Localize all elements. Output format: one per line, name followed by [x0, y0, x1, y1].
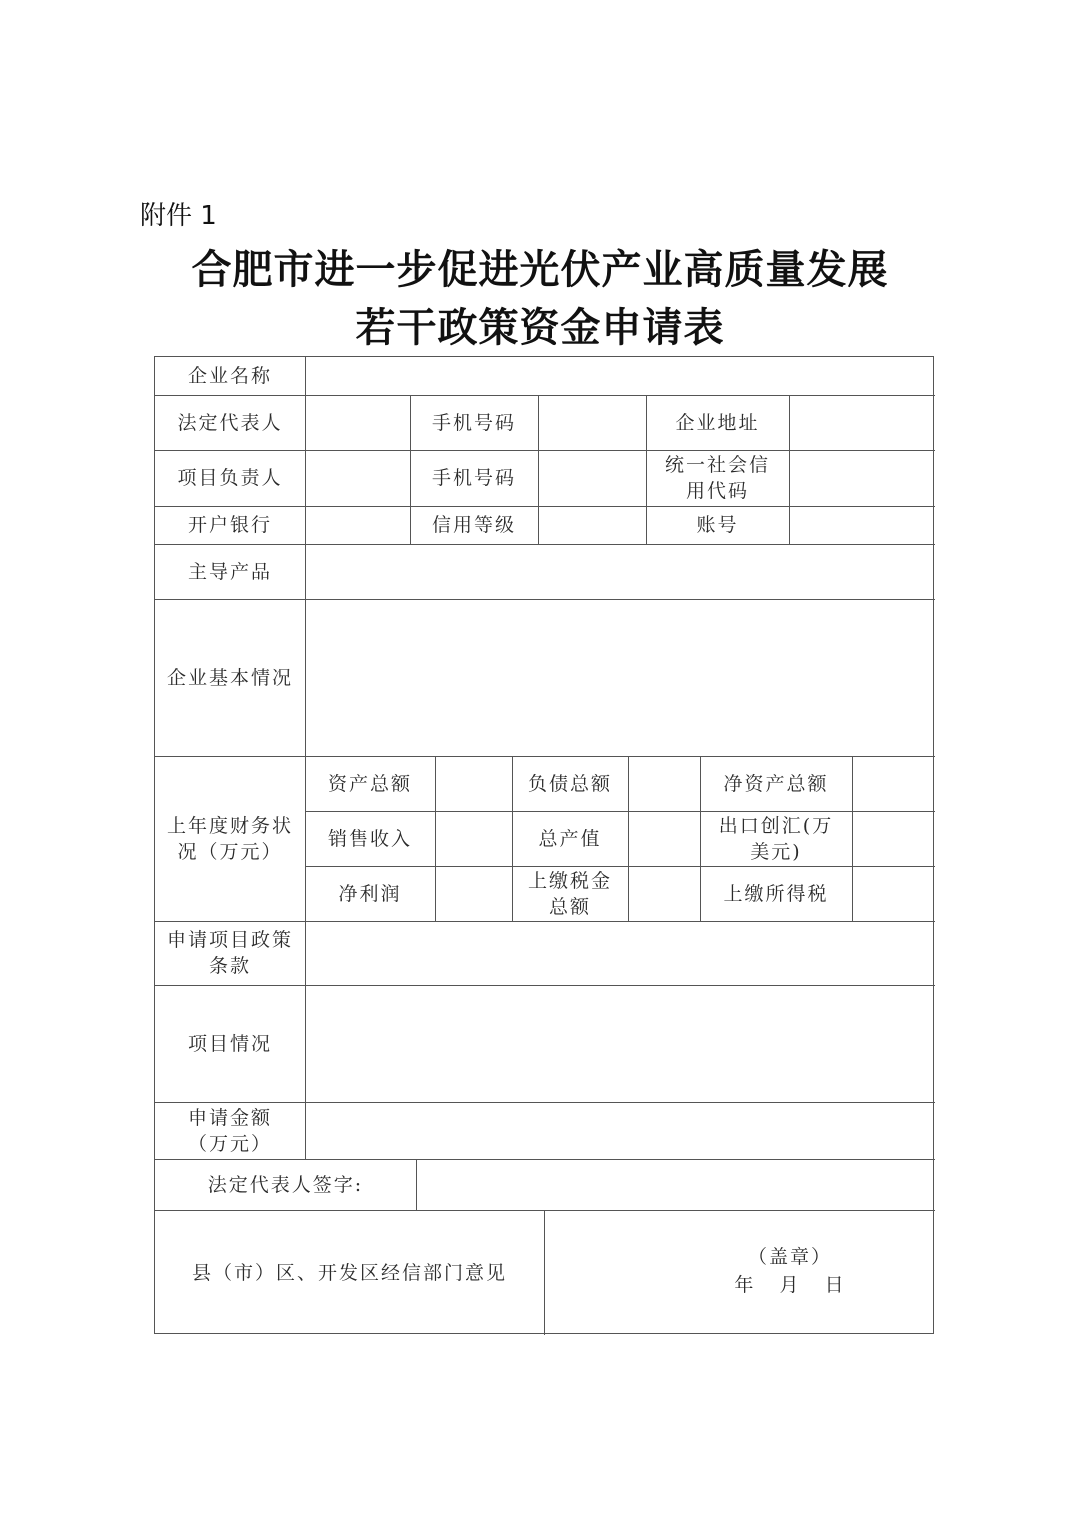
field-credit-rating[interactable]	[538, 506, 646, 544]
label-mobile-1: 手机号码	[431, 411, 516, 434]
label-amount-requested: 申请金额（万元）	[187, 1106, 272, 1155]
field-export-earnings[interactable]	[852, 811, 935, 866]
label-legal-representative: 法定代表人	[177, 411, 283, 434]
label-sales-revenue: 销售收入	[327, 827, 412, 850]
field-mobile-1[interactable]	[538, 395, 646, 450]
field-credit-code[interactable]	[789, 450, 935, 506]
label-income-tax-paid: 上缴所得税	[723, 882, 829, 905]
field-total-assets[interactable]	[435, 756, 512, 811]
label-legal-rep-signature: 法定代表人签字:	[207, 1173, 364, 1196]
label-credit-rating: 信用等级	[431, 514, 516, 536]
label-net-profit: 净利润	[338, 882, 402, 905]
label-company-address: 企业地址	[675, 411, 760, 434]
label-export-earnings: 出口创汇(万美元)	[718, 814, 834, 863]
label-company-name: 企业名称	[187, 365, 272, 387]
field-bank[interactable]	[305, 506, 410, 544]
title-line-2: 若干政策资金申请表	[355, 304, 725, 351]
field-main-product[interactable]	[305, 544, 935, 599]
date-label: 年 月 日	[734, 1274, 846, 1296]
field-company-basic-info[interactable]	[305, 599, 935, 756]
field-net-assets[interactable]	[852, 756, 935, 811]
field-legal-rep-signature[interactable]	[416, 1159, 935, 1210]
field-policy-clause[interactable]	[305, 921, 935, 985]
field-company-name[interactable]	[305, 357, 935, 395]
label-mobile-2: 手机号码	[431, 467, 516, 489]
field-project-lead[interactable]	[305, 450, 410, 506]
label-policy-clause: 申请项目政策条款	[167, 929, 294, 977]
field-mobile-2[interactable]	[538, 450, 646, 506]
label-bank: 开户银行	[187, 514, 272, 536]
field-taxes-paid[interactable]	[628, 866, 700, 921]
title-line-1: 合肥市进一步促进光伏产业高质量发展	[191, 246, 889, 293]
field-account-number[interactable]	[789, 506, 935, 544]
label-project-lead: 项目负责人	[177, 467, 283, 489]
label-gross-output: 总产值	[538, 827, 602, 850]
label-taxes-paid: 上缴税金总额	[527, 869, 612, 918]
field-total-liabilities[interactable]	[628, 756, 700, 811]
label-account-number: 账号	[696, 514, 739, 536]
field-income-tax-paid[interactable]	[852, 866, 935, 921]
field-legal-representative[interactable]	[305, 395, 410, 450]
field-net-profit[interactable]	[435, 866, 512, 921]
label-main-product: 主导产品	[187, 560, 272, 583]
label-total-assets: 资产总额	[327, 772, 412, 795]
field-sales-revenue[interactable]	[435, 811, 512, 866]
field-gross-output[interactable]	[628, 811, 700, 866]
field-company-address[interactable]	[789, 395, 935, 450]
label-department-opinion: 县（市）区、开发区经信部门意见	[191, 1261, 507, 1284]
attachment-label: 附件 1	[140, 201, 217, 231]
application-form-table	[154, 356, 934, 1334]
field-amount-requested[interactable]	[305, 1102, 935, 1159]
label-financial-status: 上年度财务状况（万元）	[166, 814, 293, 863]
label-credit-code: 统一社会信用代码	[664, 454, 770, 502]
seal-label: （盖章）	[747, 1246, 832, 1268]
field-project-info[interactable]	[305, 985, 935, 1102]
label-company-basic-info: 企业基本情况	[166, 666, 293, 689]
label-total-liabilities: 负债总额	[527, 772, 612, 795]
label-project-info: 项目情况	[187, 1032, 272, 1055]
label-net-assets: 净资产总额	[723, 772, 829, 795]
